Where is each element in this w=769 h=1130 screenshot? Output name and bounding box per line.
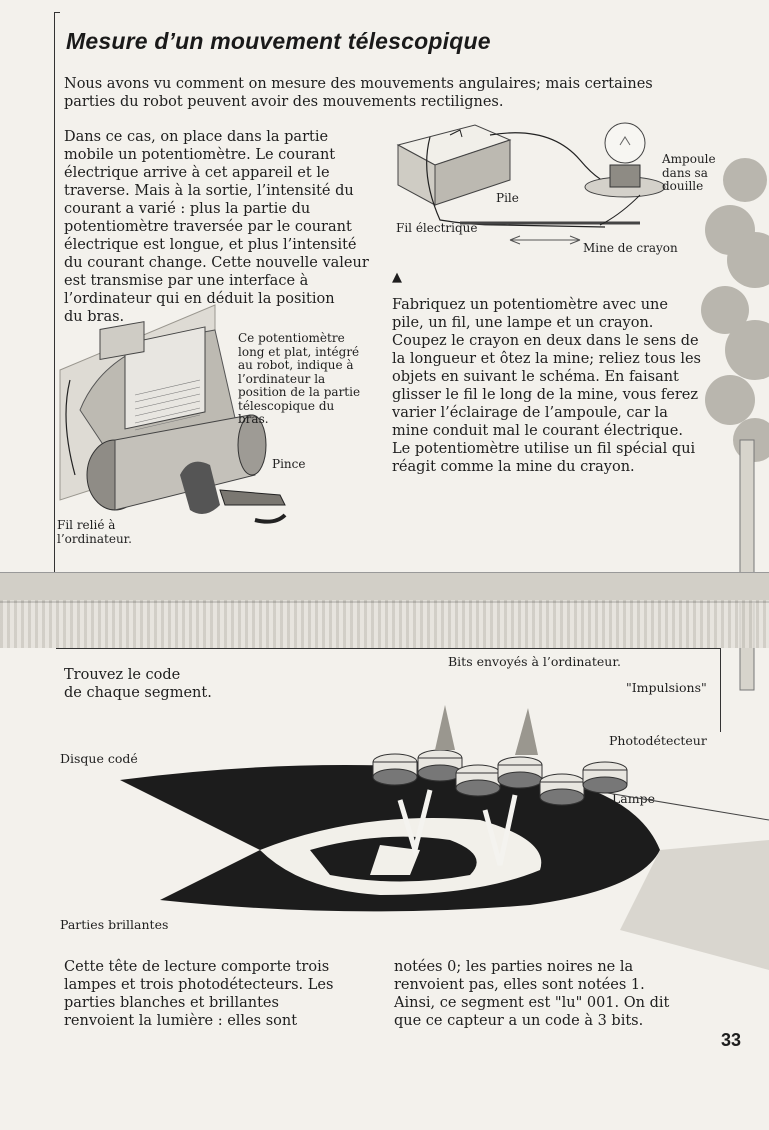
text-line: renvoient pas, elles sont notées 1. — [394, 977, 645, 993]
coded-disc-illustration — [100, 690, 769, 980]
page-title: Mesure d’un mouvement télescopique — [66, 28, 491, 54]
label-mine: Mine de crayon — [583, 241, 678, 255]
text-line: mobile un potentiomètre. Le courant — [64, 147, 336, 163]
text-line: Coupez le crayon en deux dans le sens de — [392, 333, 699, 349]
text-line: traverse. Mais à la sortie, l’intensité du — [64, 183, 354, 199]
text-line: du courant change. Cette nouvelle valeur — [64, 255, 369, 271]
text-line: objets en suivant le schéma. En faisant — [392, 369, 679, 385]
label-line: Ampoule — [662, 152, 716, 166]
bottom-right-paragraph — [394, 958, 714, 1030]
label-pince: Pince — [272, 457, 306, 471]
label-disque: Disque codé — [60, 751, 138, 766]
label-line: douille — [662, 179, 704, 193]
text-line: est transmise par une interface à — [64, 273, 309, 289]
gravel-band — [0, 600, 769, 648]
caption-line: télescopique du — [238, 398, 335, 413]
intro-line: Nous avons vu comment on mesure des mouvements angulaires; mais certaines — [64, 76, 653, 92]
text-line: Le potentiomètre utilise un fil spécial qui — [392, 441, 696, 457]
text-line: Fabriquez un potentiomètre avec une — [392, 297, 668, 313]
label-fil-electrique: Fil électrique — [396, 221, 478, 235]
text-line: lampes et trois photodétecteurs. Les — [64, 977, 334, 993]
text-line: notées 0; les parties noires ne la — [394, 959, 634, 975]
text-line: la longueur et ôtez la mine; reliez tous les — [392, 351, 701, 367]
text-line: pile, un fil, une lampe et un crayon. — [392, 315, 654, 331]
text-line: réagit comme la mine du crayon. — [392, 459, 635, 475]
road-band — [0, 572, 769, 603]
label-line: l’ordinateur. — [57, 531, 132, 546]
label-line: Fil relié à — [57, 518, 116, 532]
text-line: l’ordinateur qui en déduit la position — [64, 291, 335, 307]
caption-line: au robot, indique à — [238, 358, 354, 372]
text-line: glisser le fil le long de la mine, vous ferez — [392, 387, 699, 403]
caption-line: position de la partie — [238, 385, 361, 399]
caption-line: long et plat, intégré — [238, 344, 360, 359]
text-line: Ainsi, ce segment est "lu" 001. On dit — [394, 995, 670, 1011]
bottom-left-paragraph — [64, 958, 384, 1030]
text-line: mine conduit mal le courant électrique. — [392, 423, 683, 439]
text-line: courant a varié : plus la partie du — [64, 201, 311, 217]
intro-line: parties du robot peuvent avoir des mouvements rectilignes. — [64, 94, 504, 110]
label-pile: Pile — [496, 191, 519, 205]
text-line: Trouvez le code — [64, 667, 181, 683]
right-paragraph — [392, 296, 722, 476]
label-impulsions: "Impulsions" — [626, 680, 707, 695]
page-number: 33 — [720, 1030, 741, 1050]
text-line: du bras. — [64, 309, 125, 325]
figure-frame-top — [56, 648, 721, 649]
label-bits: Bits envoyés à l’ordinateur. — [448, 654, 621, 669]
text-line: que ce capteur a un code à 3 bits. — [394, 1013, 644, 1029]
label-lampe: Lampe — [612, 791, 656, 806]
text-line: potentiomètre traversée par le courant — [64, 219, 352, 235]
text-line: renvoient la lumière : elles sont — [64, 1013, 298, 1029]
caption-line: bras. — [238, 412, 269, 426]
label-photodetecteur: Photodétecteur — [609, 733, 707, 748]
caption-line: l’ordinateur la — [238, 371, 326, 386]
left-paragraph — [64, 128, 394, 326]
caption-line: Ce potentiomètre — [238, 331, 345, 345]
intro-text — [64, 75, 684, 111]
text-line: Dans ce cas, on place dans la partie — [64, 129, 329, 145]
text-line: varier l’éclairage de l’ampoule, car la — [392, 405, 668, 421]
potentiometer-caption — [238, 332, 378, 427]
triangle-marker: ▲ — [392, 270, 402, 285]
label-parties: Parties brillantes — [60, 917, 169, 932]
text-line: Cette tête de lecture comporte trois — [64, 959, 330, 975]
label-line: dans sa — [662, 165, 708, 180]
text-line: électrique arrive à cet appareil et le — [64, 165, 330, 181]
text-line: parties blanches et brillantes — [64, 995, 279, 1011]
text-line: électrique est longue, et plus l’intensité — [64, 237, 357, 253]
page-frame-tick — [54, 12, 60, 13]
label-fil-relie — [57, 519, 132, 546]
text-line: de chaque segment. — [64, 685, 212, 701]
